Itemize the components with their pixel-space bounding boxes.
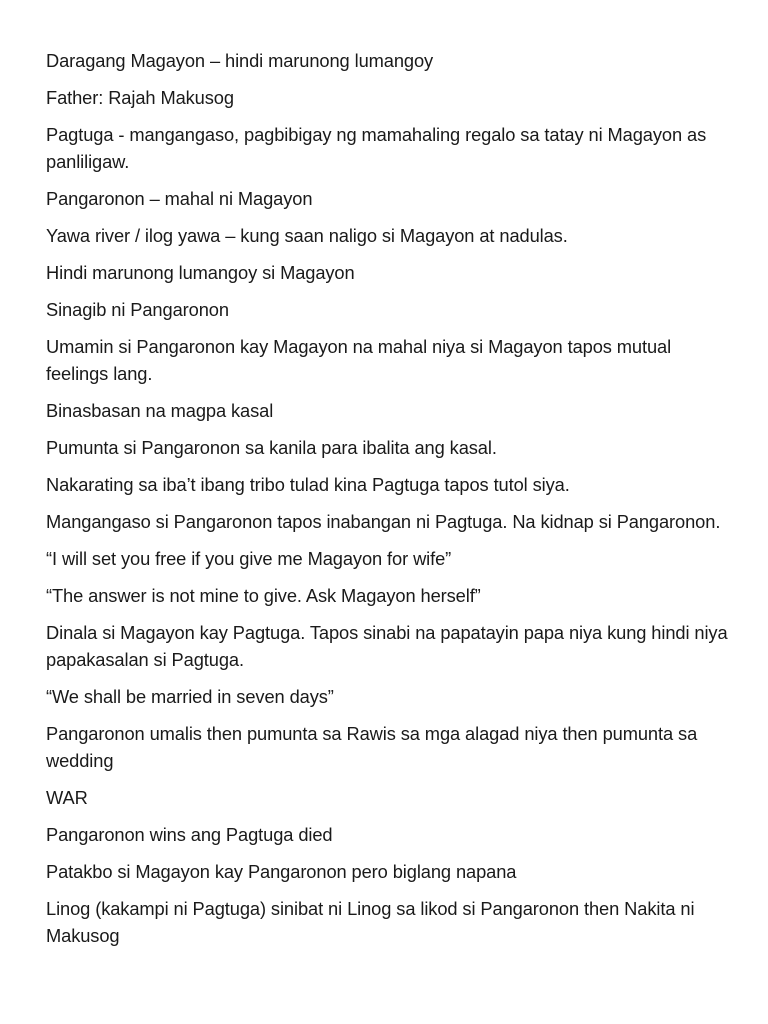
paragraph-11: Nakarating sa iba’t ibang tribo tulad kina Pagtuga tapos tutol siya.: [46, 474, 570, 495]
paragraph-18: WAR: [46, 787, 88, 808]
paragraph-21: Linog (kakampi ni Pagtuga) sinibat ni Linog sa likod si Pangaronon then Nakita ni Makusog: [46, 898, 695, 946]
paragraph-15: Dinala si Magayon kay Pagtuga. Tapos sinabi na papatayin papa niya kung hindi niya papakasalan si Pagtuga.: [46, 622, 728, 670]
paragraph-8: Umamin si Pangaronon kay Magayon na mahal niya si Magayon tapos mutual feelings lang.: [46, 336, 672, 384]
paragraph-9: Binasbasan na magpa kasal: [46, 400, 274, 421]
paragraph-19: Pangaronon wins ang Pagtuga died: [46, 824, 333, 845]
paragraph-16: “We shall be married in seven days”: [46, 686, 334, 707]
paragraph-6: Hindi marunong lumangoy si Magayon: [46, 262, 355, 283]
paragraph-14: “The answer is not mine to give. Ask Magayon herself”: [46, 585, 481, 606]
paragraph-7: Sinagib ni Pangaronon: [46, 299, 229, 320]
paragraph-3: Pagtuga - mangangaso, pagbibigay ng mamahaling regalo sa tatay ni Magayon as panliligaw.: [46, 124, 707, 172]
paragraph-10: Pumunta si Pangaronon sa kanila para ibalita ang kasal.: [46, 437, 497, 458]
paragraph-4: Pangaronon – mahal ni Magayon: [46, 188, 313, 209]
paragraph-2: Father: Rajah Makusog: [46, 87, 234, 108]
paragraph-17: Pangaronon umalis then pumunta sa Rawis sa mga alagad niya then pumunta sa wedding: [46, 723, 698, 771]
paragraph-12: Mangangaso si Pangaronon tapos inabangan ni Pagtuga. Na kidnap si Pangaronon.: [46, 511, 721, 532]
paragraph-5: Yawa river / ilog yawa – kung saan naligo si Magayon at nadulas.: [46, 225, 568, 246]
paragraph-1: Daragang Magayon – hindi marunong lumangoy: [46, 50, 434, 71]
paragraph-20: Patakbo si Magayon kay Pangaronon pero biglang napana: [46, 861, 517, 882]
paragraph-13: “I will set you free if you give me Magayon for wife”: [46, 548, 452, 569]
